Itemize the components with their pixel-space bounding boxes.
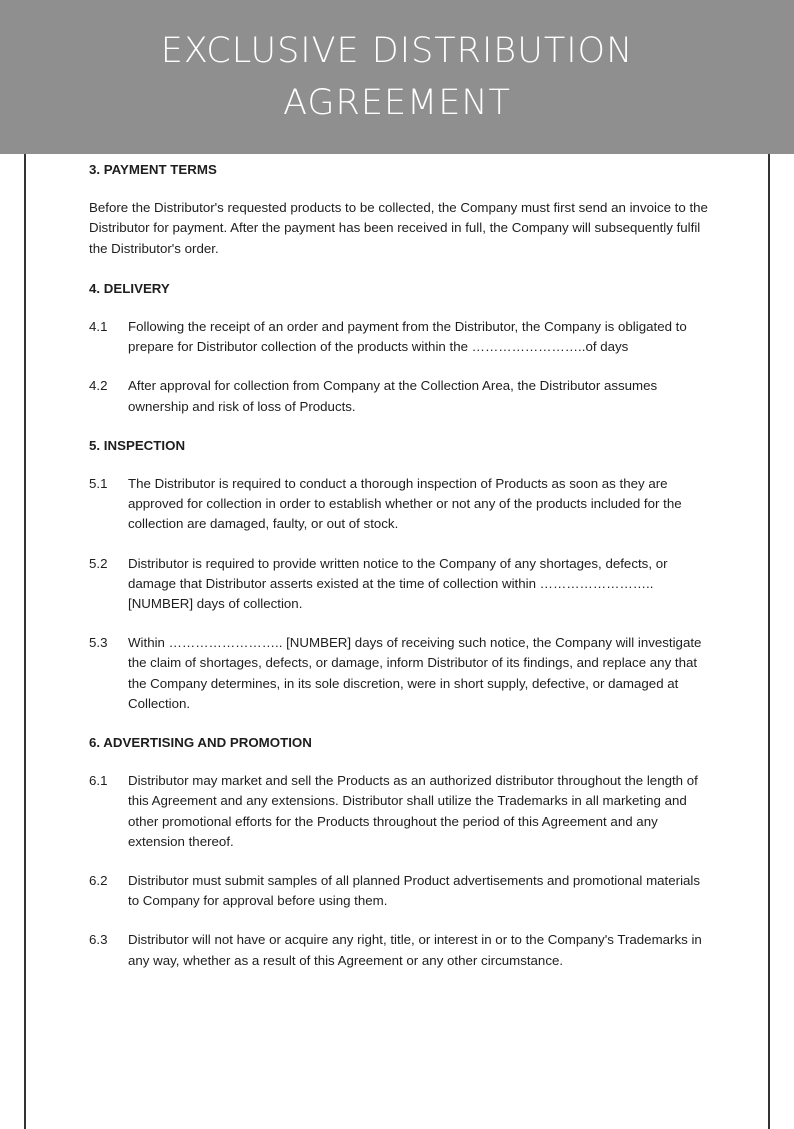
clause-number: 4.1 [89, 319, 108, 335]
clause-number: 5.1 [89, 476, 108, 492]
clause-5-3 [89, 633, 709, 714]
section-heading: 5. INSPECTION [89, 437, 186, 453]
clause-4-1 [89, 317, 709, 357]
clause-text: Distributor must submit samples of all planned Product advertisements and promotional materials to Company for approval before using them. [128, 873, 701, 909]
clause-text: After approval for collection from Company at the Collection Area, the Distributor assumes ownership and risk of loss of Products. [128, 378, 658, 414]
clause-text: Distributor will not have or acquire any right, title, or interest in or to the Company's Trademarks in any way, whether as a result of this Agreement or any other circumstance. [128, 932, 702, 968]
section-heading: 4. DELIVERY [89, 280, 170, 296]
title-banner [0, 0, 794, 154]
clause-number: 4.2 [89, 378, 108, 394]
banner-title-line-1: EXCLUSIVE DISTRIBUTION [160, 31, 634, 71]
clause-number: 5.3 [89, 635, 108, 651]
banner-title-line-2: AGREEMENT [283, 83, 511, 123]
clause-number: 5.2 [89, 555, 108, 571]
clause-5-2 [89, 554, 709, 615]
clause-text: The Distributor is required to conduct a thorough inspection of Products as soon as they are approved for collection in order to establish whether or not any of the products included for the collection are damaged, faulty, or out of stock. [128, 476, 682, 532]
section-heading: 3. PAYMENT TERMS [89, 162, 217, 177]
clause-6-1 [89, 771, 709, 852]
clause-text: Within …………………….. [NUMBER] days of receiving such notice, the Company will investigate the claim of shortages, defects, or damage, inform Distributor of its findings, and replace any that the Company determines, in its sole discretion, were in short supply, defective, or damaged at Collection. [128, 635, 702, 711]
clause-number: 6.1 [89, 773, 108, 789]
section-paragraph: Before the Distributor's requested products to be collected, the Company must first send an invoice to the Distributor for payment. After the payment has been received in full, the Company will subsequently fulfil the Distributor's order. [89, 200, 708, 256]
section-advertising-and-promotion [89, 733, 709, 971]
clause-number: 6.3 [89, 932, 108, 948]
section-payment-terms [89, 160, 709, 259]
clause-5-1 [89, 474, 709, 535]
clause-text: Following the receipt of an order and payment from the Distributor, the Company is obligated to prepare for Distributor collection of the products within the ……………………..of days [128, 319, 687, 355]
section-heading: 6. ADVERTISING AND PROMOTION [89, 735, 312, 751]
clause-6-2 [89, 871, 709, 911]
document-body [89, 160, 709, 990]
section-delivery [89, 279, 709, 417]
clause-text: Distributor is required to provide written notice to the Company of any shortages, defects, or damage that Distributor asserts existed at the time of collection within …………………….. [NUMBER] days of collection. [128, 555, 668, 612]
clause-number: 6.2 [89, 873, 108, 889]
section-inspection [89, 436, 709, 714]
clause-4-2 [89, 376, 709, 416]
clause-text: Distributor may market and sell the Products as an authorized distributor throughout the length of this Agreement and any extensions. Distributor shall utilize the Trademarks in all marketing and other promotional efforts for the Products throughout the period of this Agreement and any extension thereof. [128, 773, 698, 849]
clause-6-3 [89, 930, 709, 970]
